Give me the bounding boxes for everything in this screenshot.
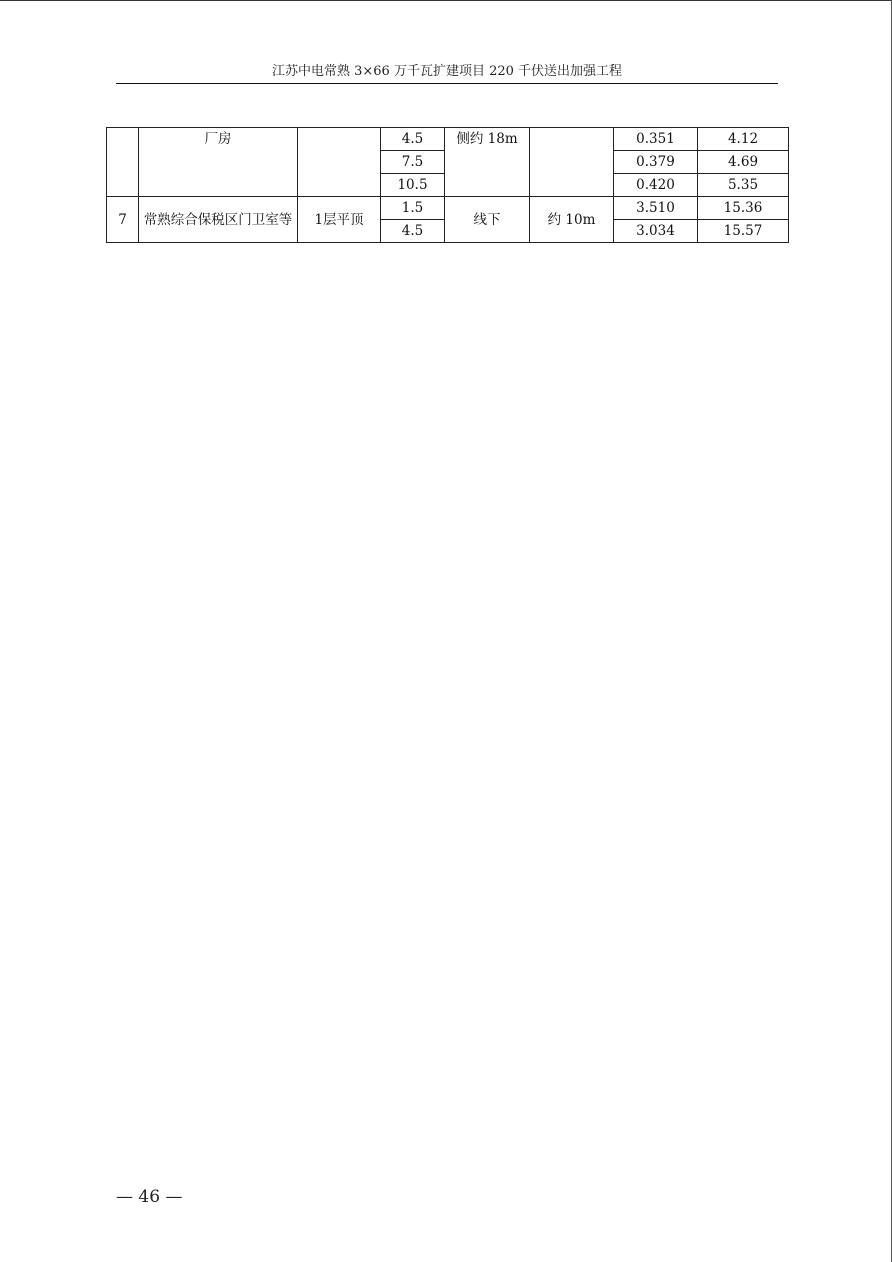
running-header-title: 江苏中电常熟 3×66 万千瓦扩建项目 220 千伏送出加强工程 <box>271 64 623 79</box>
value-cell: 0.351 <box>614 128 698 151</box>
distance-cell: 约 10m <box>530 197 614 243</box>
distance-cell-empty <box>530 128 614 197</box>
value-cell: 3.034 <box>614 220 698 243</box>
index-cell: 7 <box>107 197 139 243</box>
value-cell: 15.36 <box>698 197 789 220</box>
table-row <box>107 197 789 220</box>
index-cell-empty <box>107 128 139 197</box>
building-name-cell: 厂房 <box>139 128 298 197</box>
value-cell: 4.12 <box>698 128 789 151</box>
building-name-cell: 常熟综合保税区门卫室等 <box>139 197 298 243</box>
position-cell: 线下 <box>445 197 530 243</box>
header-divider <box>116 83 778 84</box>
height-cell: 10.5 <box>381 174 445 197</box>
value-cell: 4.69 <box>698 151 789 174</box>
page-top-border <box>0 0 892 1</box>
measurement-table <box>106 127 789 243</box>
value-cell: 0.420 <box>614 174 698 197</box>
height-cell: 4.5 <box>381 128 445 151</box>
height-cell: 7.5 <box>381 151 445 174</box>
structure-cell-empty <box>298 128 381 197</box>
table-row <box>107 128 789 151</box>
value-cell: 15.57 <box>698 220 789 243</box>
value-cell: 0.379 <box>614 151 698 174</box>
height-cell: 1.5 <box>381 197 445 220</box>
position-cell: 侧约 18m <box>445 128 530 197</box>
value-cell: 5.35 <box>698 174 789 197</box>
height-cell: 4.5 <box>381 220 445 243</box>
value-cell: 3.510 <box>614 197 698 220</box>
structure-cell: 1层平顶 <box>298 197 381 243</box>
page-number: — 46 — <box>116 1187 183 1207</box>
